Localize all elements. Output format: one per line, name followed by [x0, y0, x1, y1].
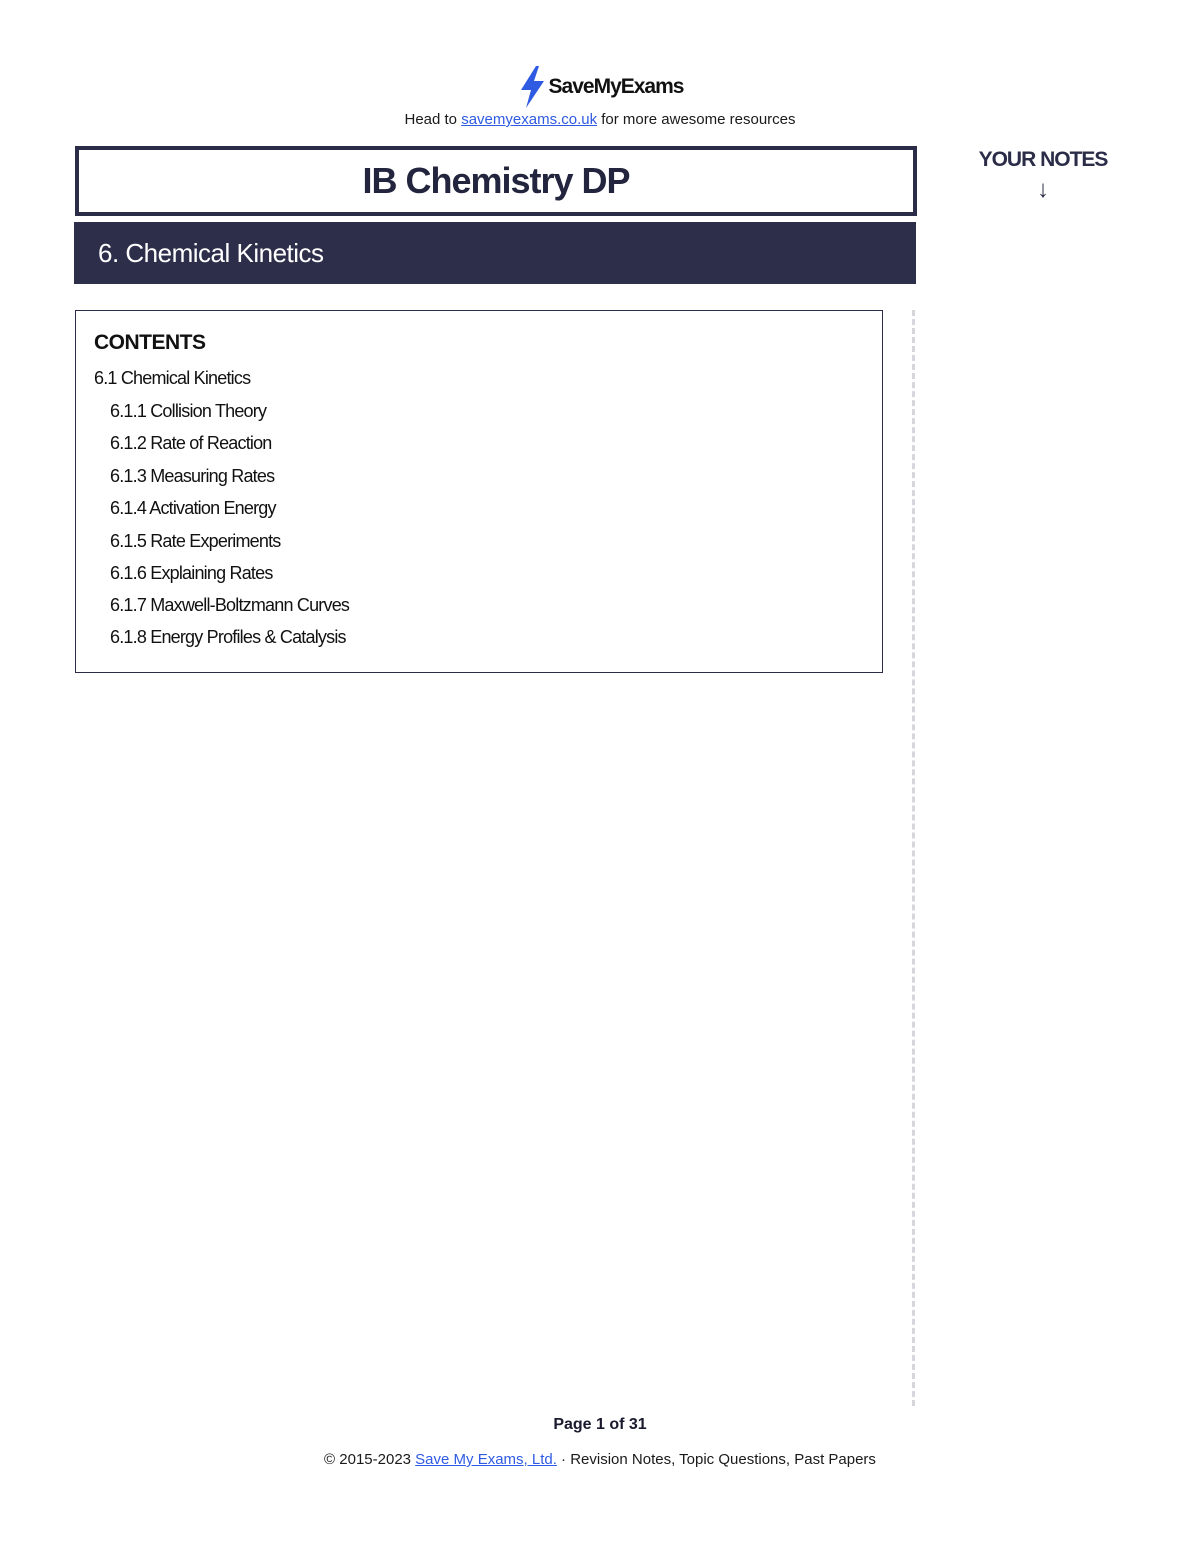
your-notes-label: YOUR NOTES — [978, 148, 1108, 171]
toc-item-6-1-7[interactable]: 6.1.7 Maxwell-Boltzmann Curves — [110, 595, 350, 615]
toc-item-6-1-1[interactable]: 6.1.1 Collision Theory — [110, 401, 267, 421]
brand-header — [0, 66, 1200, 108]
toc-item-6-1-5[interactable]: 6.1.5 Rate Experiments — [110, 531, 281, 551]
lightning-bolt-icon — [517, 66, 547, 108]
toc-item-6-1-2[interactable]: 6.1.2 Rate of Reaction — [110, 433, 272, 453]
chapter-title: 6. Chemical Kinetics — [98, 237, 324, 268]
toc-item-6-1-8[interactable]: 6.1.8 Energy Profiles & Catalysis — [110, 627, 346, 647]
toc-item-6-1-4[interactable]: 6.1.4 Activation Energy — [110, 498, 276, 518]
toc-item-6-1-6[interactable]: 6.1.6 Explaining Rates — [110, 563, 273, 583]
title-box — [75, 146, 917, 216]
notes-divider — [912, 310, 915, 1406]
footer-suffix: · Revision Notes, Topic Questions, Past Papers — [556, 1451, 876, 1468]
site-link[interactable]: savemyexams.co.uk — [461, 111, 598, 128]
tagline — [0, 111, 1200, 128]
tagline-suffix: for more awesome resources — [597, 111, 796, 128]
tagline-prefix: Head to — [404, 111, 462, 128]
toc-item-6-1-3[interactable]: 6.1.3 Measuring Rates — [110, 466, 275, 486]
arrow-down-icon: ↓ — [1037, 176, 1049, 203]
contents-box — [75, 310, 883, 673]
brand-name: SaveMyExams — [548, 75, 684, 98]
toc-item-6-1[interactable]: 6.1 Chemical Kinetics — [94, 368, 251, 388]
company-link[interactable]: Save My Exams, Ltd. — [415, 1451, 557, 1468]
document-title: IB Chemistry DP — [362, 160, 630, 201]
footer — [0, 1451, 1200, 1468]
contents-heading: CONTENTS — [94, 331, 206, 354]
copyright-text: © 2015-2023 — [324, 1451, 416, 1468]
chapter-banner — [74, 222, 916, 284]
page-number: Page 1 of 31 — [553, 1416, 647, 1433]
